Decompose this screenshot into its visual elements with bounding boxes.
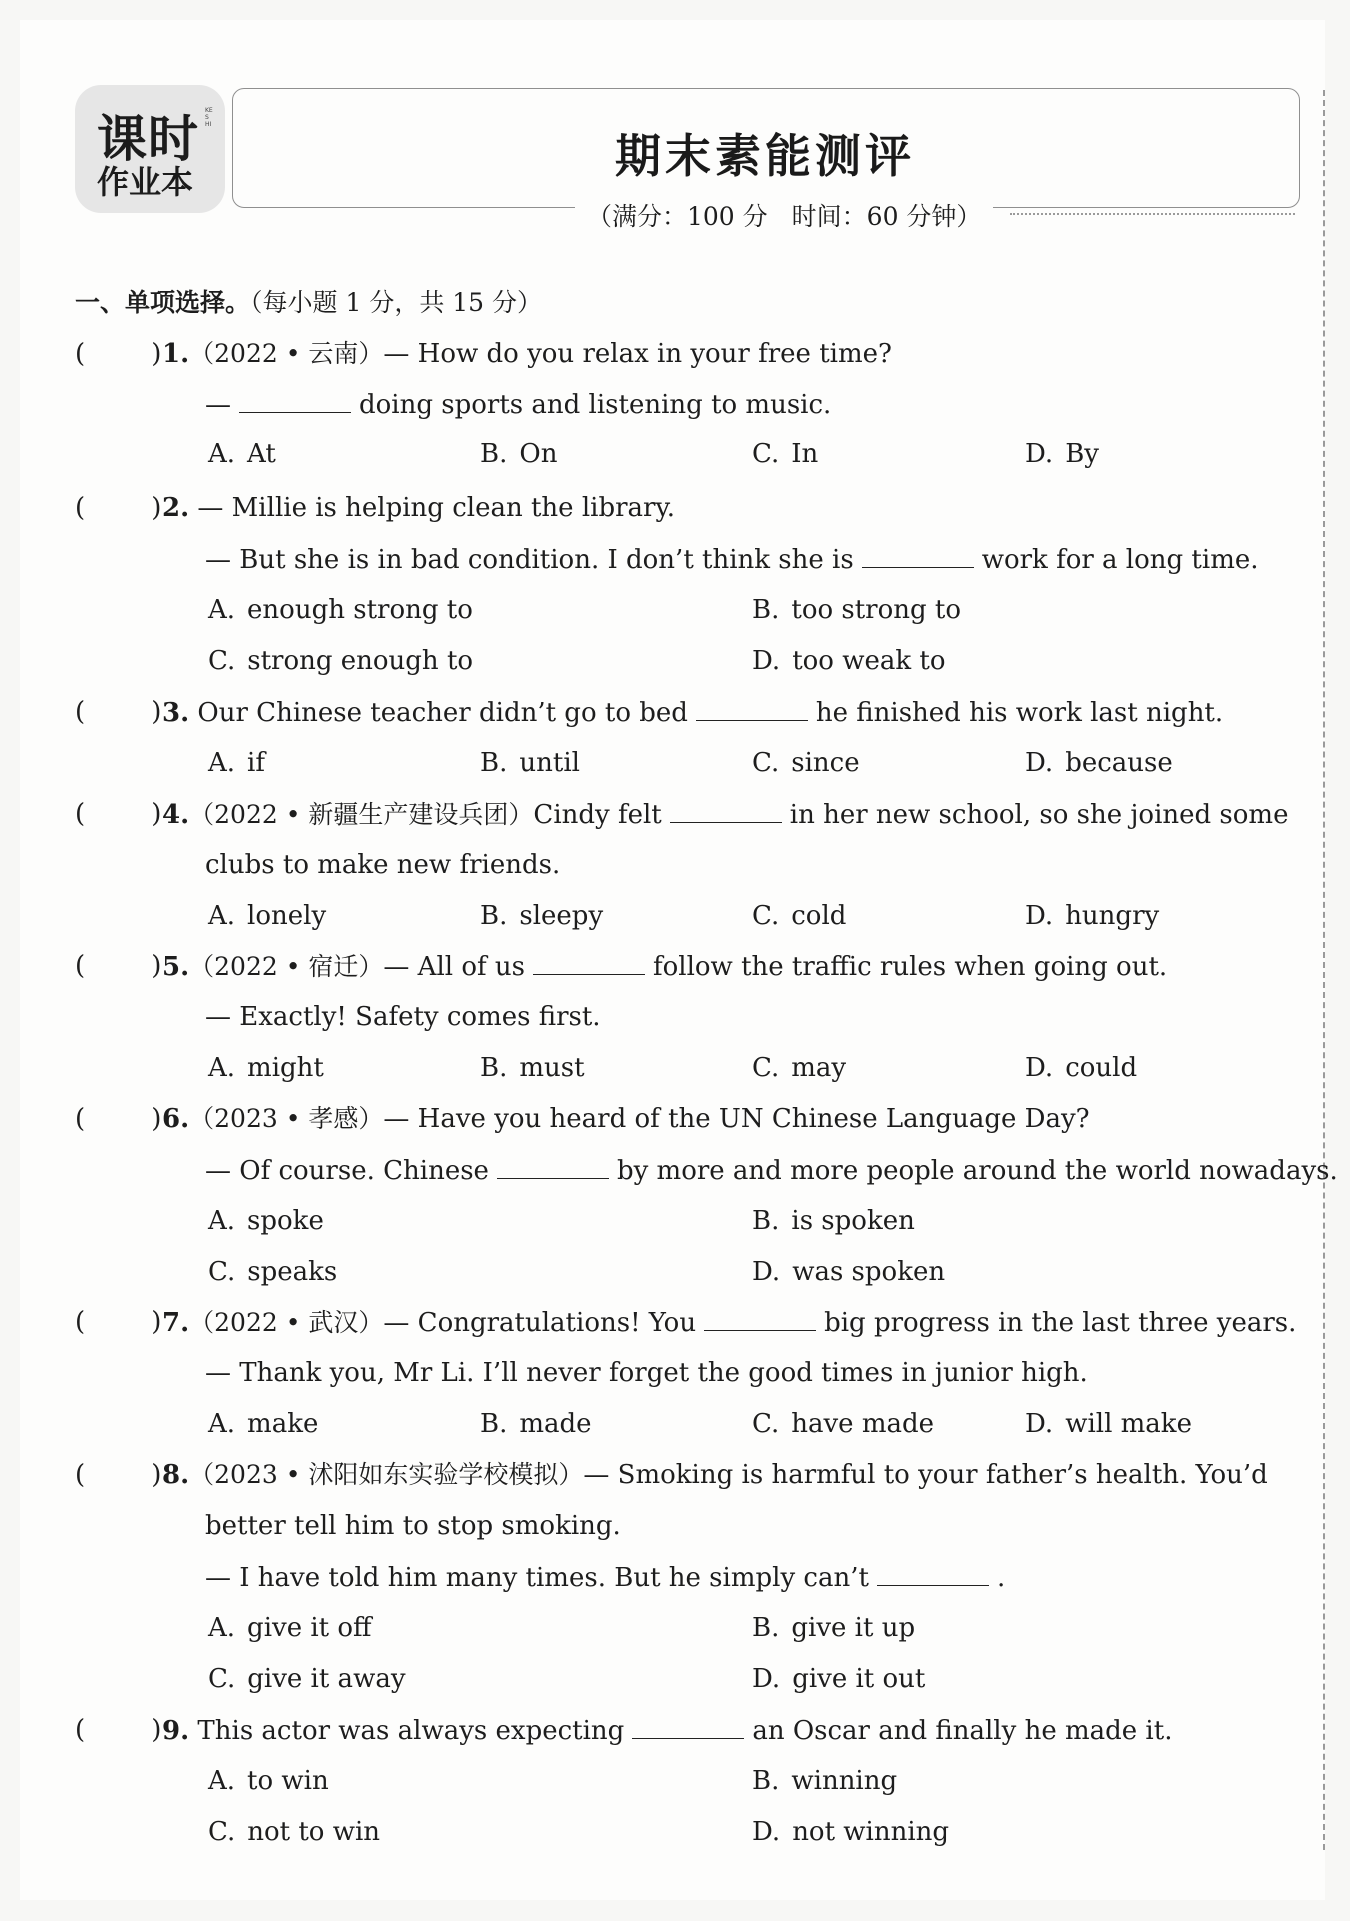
answer-blank bbox=[239, 386, 351, 413]
logo-main-text: 课时 bbox=[97, 110, 199, 168]
question-stem: — How do you relax in your free time? bbox=[383, 339, 892, 369]
section-heading bbox=[75, 283, 542, 319]
option-d: D. too weak to bbox=[752, 646, 946, 676]
line-text: — bbox=[205, 390, 231, 420]
question-6: 6.（2023 • 孝感）— Have you heard of the UN Chinese Language Day? bbox=[162, 1104, 1090, 1134]
option-c: C. strong enough to bbox=[208, 646, 474, 676]
option-a: A. give it off bbox=[208, 1613, 372, 1643]
answer-bracket[interactable]: ( ) bbox=[75, 1104, 162, 1134]
question-5: 5.（2022 • 宿迁）— All of us follow the traffic rules when going out. bbox=[162, 948, 1167, 985]
question-2: 2. — Millie is helping clean the library. bbox=[162, 493, 675, 523]
answer-blank bbox=[696, 694, 808, 721]
option-a: A. might bbox=[208, 1053, 324, 1083]
option-a: A. make bbox=[208, 1409, 319, 1439]
option-a: A. to win bbox=[208, 1766, 329, 1796]
option-d: D. could bbox=[1025, 1053, 1138, 1083]
answer-bracket[interactable]: ( ) bbox=[75, 1460, 162, 1490]
option-a: A. At bbox=[208, 439, 276, 469]
option-b: B. winning bbox=[752, 1766, 898, 1796]
option-a: A. lonely bbox=[208, 901, 327, 931]
option-b: B. give it up bbox=[752, 1613, 916, 1643]
question-4-line2: clubs to make new friends. bbox=[205, 850, 561, 880]
question-4: 4.（2022 • 新疆生产建设兵团）Cindy felt in her new school, so she joined some bbox=[162, 796, 1288, 833]
logo-tiny-text: KESHI bbox=[205, 107, 213, 128]
full-score: （满分：100 分 bbox=[587, 202, 768, 231]
answer-bracket[interactable]: ( ) bbox=[75, 951, 162, 981]
option-c: C. may bbox=[752, 1053, 847, 1083]
option-c: C. have made bbox=[752, 1409, 935, 1439]
option-b: B. until bbox=[480, 748, 580, 778]
section-points: （每小题 1 分，共 15 分） bbox=[250, 288, 543, 317]
option-d: D. was spoken bbox=[752, 1257, 946, 1287]
option-b: B. sleepy bbox=[480, 901, 604, 931]
option-d: D. give it out bbox=[752, 1664, 926, 1694]
option-b: B. On bbox=[480, 439, 558, 469]
answer-blank bbox=[533, 948, 645, 975]
question-source: （2022 • 云南） bbox=[189, 339, 384, 368]
option-c: C. give it away bbox=[208, 1664, 406, 1694]
option-a: A. if bbox=[208, 748, 265, 778]
answer-bracket[interactable]: ( ) bbox=[75, 493, 162, 523]
option-d: D. will make bbox=[1025, 1409, 1192, 1439]
question-8: 8.（2023 • 沭阳如东实验学校模拟）— Smoking is harmful to your father’s health. You’d bbox=[162, 1460, 1268, 1490]
answer-blank bbox=[862, 541, 974, 568]
question-5-line2: — Exactly! Safety comes first. bbox=[205, 1002, 601, 1032]
answer-blank bbox=[632, 1712, 744, 1739]
time-limit: 时间：60 分钟） bbox=[791, 202, 982, 231]
option-b: B. too strong to bbox=[752, 595, 962, 625]
option-c: C. In bbox=[752, 439, 819, 469]
option-c: C. cold bbox=[752, 901, 847, 931]
answer-bracket[interactable]: ( ) bbox=[75, 1715, 162, 1745]
logo-sub-text: 作业本 bbox=[97, 163, 194, 201]
right-cut-line bbox=[1323, 90, 1325, 1850]
option-a: A. enough strong to bbox=[208, 595, 473, 625]
question-3: 3. Our Chinese teacher didn’t go to bed he finished his work last night. bbox=[162, 694, 1223, 731]
question-9: 9. This actor was always expecting an Oscar and finally he made it. bbox=[162, 1712, 1172, 1749]
option-b: B. must bbox=[480, 1053, 585, 1083]
answer-bracket[interactable]: ( ) bbox=[75, 1307, 162, 1337]
option-c: C. speaks bbox=[208, 1257, 338, 1287]
question-1-line2 bbox=[205, 386, 831, 423]
answer-blank bbox=[877, 1559, 989, 1586]
exam-info bbox=[575, 197, 993, 233]
option-d: D. because bbox=[1025, 748, 1173, 778]
question-2-line2: — But she is in bad condition. I don’t think she is work for a long time. bbox=[205, 541, 1259, 578]
option-a: A. spoke bbox=[208, 1206, 324, 1236]
option-d: D. By bbox=[1025, 439, 1099, 469]
answer-bracket[interactable]: ( ) bbox=[75, 799, 162, 829]
option-d: D. not winning bbox=[752, 1817, 950, 1847]
question-7: 7.（2022 • 武汉）— Congratulations! You big progress in the last three years. bbox=[162, 1304, 1296, 1341]
option-b: B. is spoken bbox=[752, 1206, 915, 1236]
answer-blank bbox=[497, 1152, 609, 1179]
answer-bracket[interactable]: ( ) bbox=[75, 697, 162, 727]
answer-blank bbox=[704, 1304, 816, 1331]
answer-blank bbox=[670, 796, 782, 823]
question-6-line2: — Of course. Chinese by more and more people around the world nowadays. bbox=[205, 1152, 1338, 1189]
question-8-line3: — I have told him many times. But he simply can’t . bbox=[205, 1559, 1005, 1596]
question-7-line2: — Thank you, Mr Li. I’ll never forget the good times in junior high. bbox=[205, 1358, 1088, 1388]
answer-bracket[interactable]: ( ) bbox=[75, 339, 162, 369]
question-number: 1. bbox=[162, 339, 190, 369]
section-title: 一、单项选择。 bbox=[75, 288, 251, 317]
option-d: D. hungry bbox=[1025, 901, 1160, 931]
page-title: 期末素能测评 bbox=[615, 129, 915, 183]
dotted-rule bbox=[1010, 213, 1295, 215]
question-1 bbox=[162, 336, 892, 372]
question-8-line2: better tell him to stop smoking. bbox=[205, 1511, 621, 1541]
option-b: B. made bbox=[480, 1409, 592, 1439]
line-text: doing sports and listening to music. bbox=[359, 390, 832, 420]
option-c: C. since bbox=[752, 748, 860, 778]
option-c: C. not to win bbox=[208, 1817, 381, 1847]
